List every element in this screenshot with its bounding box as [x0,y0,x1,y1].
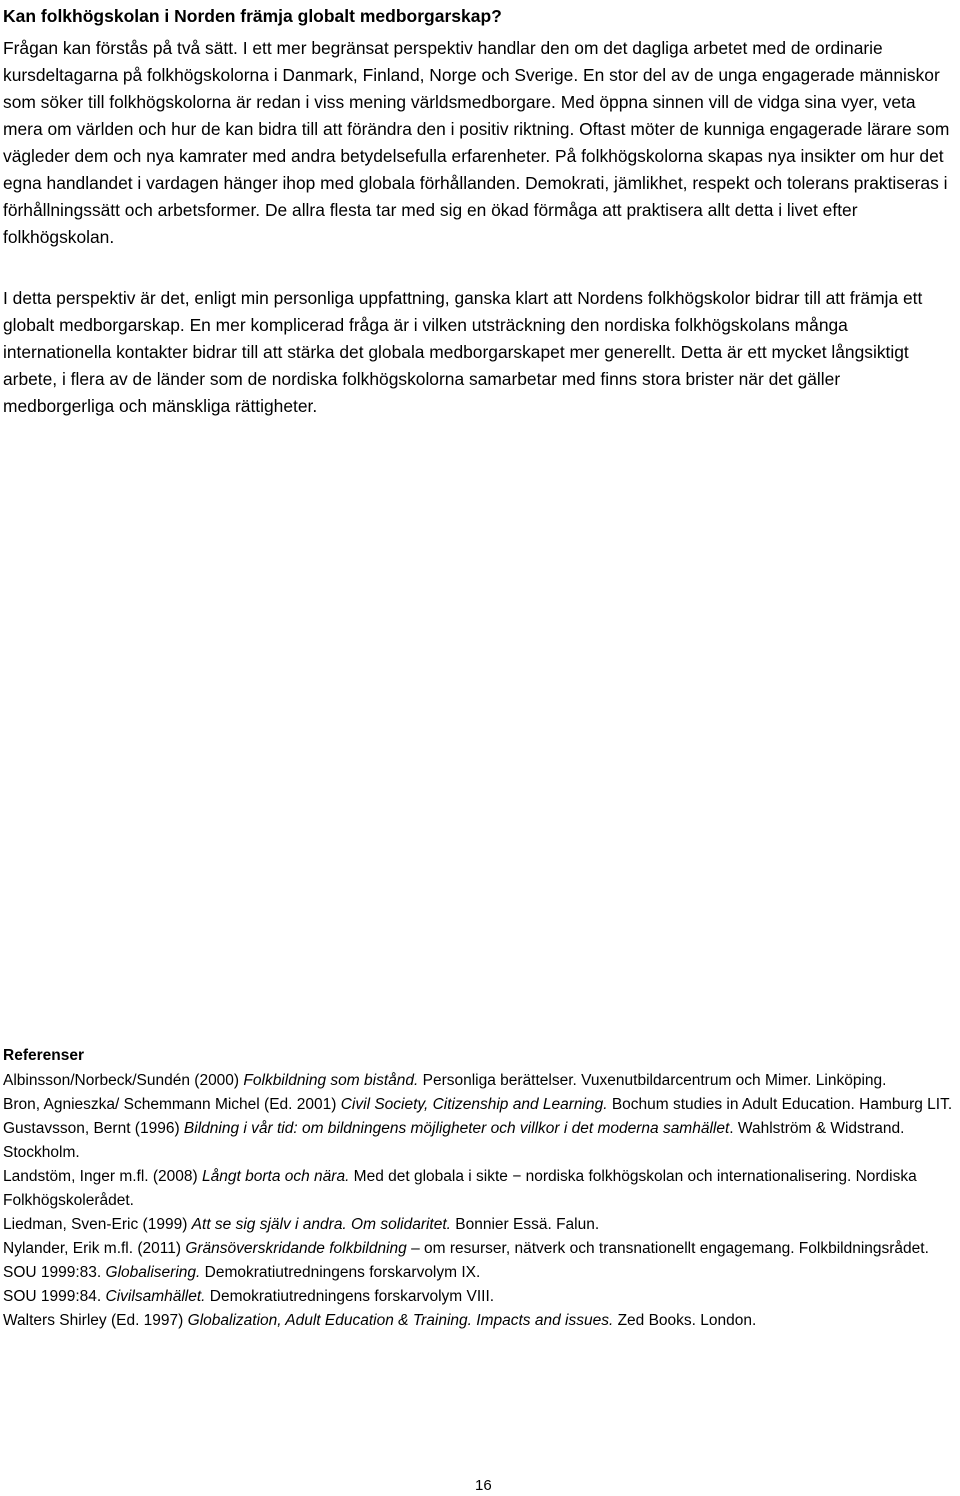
page-title: Kan folkhögskolan i Norden främja globalt medborgarskap? [3,6,502,26]
reference-item: Nylander, Erik m.fl. (2011) Gränsöverskridande folkbildning – om resurser, nätverk och transnationellt engagemang. Folkbildningsrådet. [3,1240,929,1257]
reference-item: Bron, Agnieszka/ Schemmann Michel (Ed. 2001) Civil Society, Citizenship and Learning. Bochum studies in Adult Education. Hamburg LIT. [3,1096,953,1113]
body-paragraph-1: Frågan kan förstås på två sätt. I ett mer begränsat perspektiv handlar den om det dagliga arbetet med de ordinarie kursdeltagarna på folkhögskolorna i Danmark, Finland, Norge och Sverige. En stor del av de unga engagerade människor som söker till folkhögskolorna är redan i viss mening världsmedborgare. Med öppna sinnen vill de vidga sina vyer, veta mera om världen och hur de kan bidra till att förändra den i positiv riktning. Oftast möter de kunniga engagerade lärare som vägleder dem och nya kamrater med andra betydelsefulla erfarenheter. På folkhögskolorna skapas nya insikter om hur det egna handlandet i vardagen hänger ihop med globala förhållanden. Demokrati, jämlikhet, respekt och tolerans praktiseras i förhållningssätt och arbetsformer. De allra flesta tar med sig en ökad förmåga att praktisera allt detta i livet efter folkhögskolan. [3,38,950,247]
reference-item: SOU 1999:83. Globalisering. Demokratiutredningens forskarvolym IX. [3,1264,481,1281]
reference-item: SOU 1999:84. Civilsamhället. Demokratiutredningens forskarvolym VIII. [3,1288,495,1305]
body-paragraph-2: I detta perspektiv är det, enligt min personliga uppfattning, ganska klart att Nordens folkhögskolor bidrar till att främja ett globalt medborgarskap. En mer komplicerad fråga är i vilken utsträckning den nordiska folkhögskolans många internationella kontakter bidrar till att stärka det globala medborgarskapet mer generellt. Detta är ett mycket långsiktigt arbete, i flera av de länder som de nordiska folkhögskolorna samarbetar med finns stora brister när det gäller medborgerliga och mänskliga rättigheter. [3,288,923,416]
references-heading: Referenser [3,1047,84,1064]
reference-item: Landstöm, Inger m.fl. (2008) Långt borta och nära. Med det globala i sikte − nordiska folkhögskolan och internationalisering. Nordiska Folkhögskolerådet. [3,1168,917,1209]
page-number: 16 [475,1477,492,1494]
reference-item: Gustavsson, Bernt (1996) Bildning i vår tid: om bildningens möjligheter och villkor i det moderna samhället. Wahlström & Widstrand. Stockholm. [3,1120,905,1161]
references-list [3,1069,959,1333]
reference-item: Walters Shirley (Ed. 1997) Globalization, Adult Education & Training. Impacts and issues. Zed Books. London. [3,1312,757,1329]
reference-item: Liedman, Sven-Eric (1999) Att se sig själv i andra. Om solidaritet. Bonnier Essä. Falun. [3,1216,600,1233]
reference-item: Albinsson/Norbeck/Sundén (2000) Folkbildning som bistånd. Personliga berättelser. Vuxenutbildarcentrum och Mimer. Linköping. [3,1072,887,1089]
